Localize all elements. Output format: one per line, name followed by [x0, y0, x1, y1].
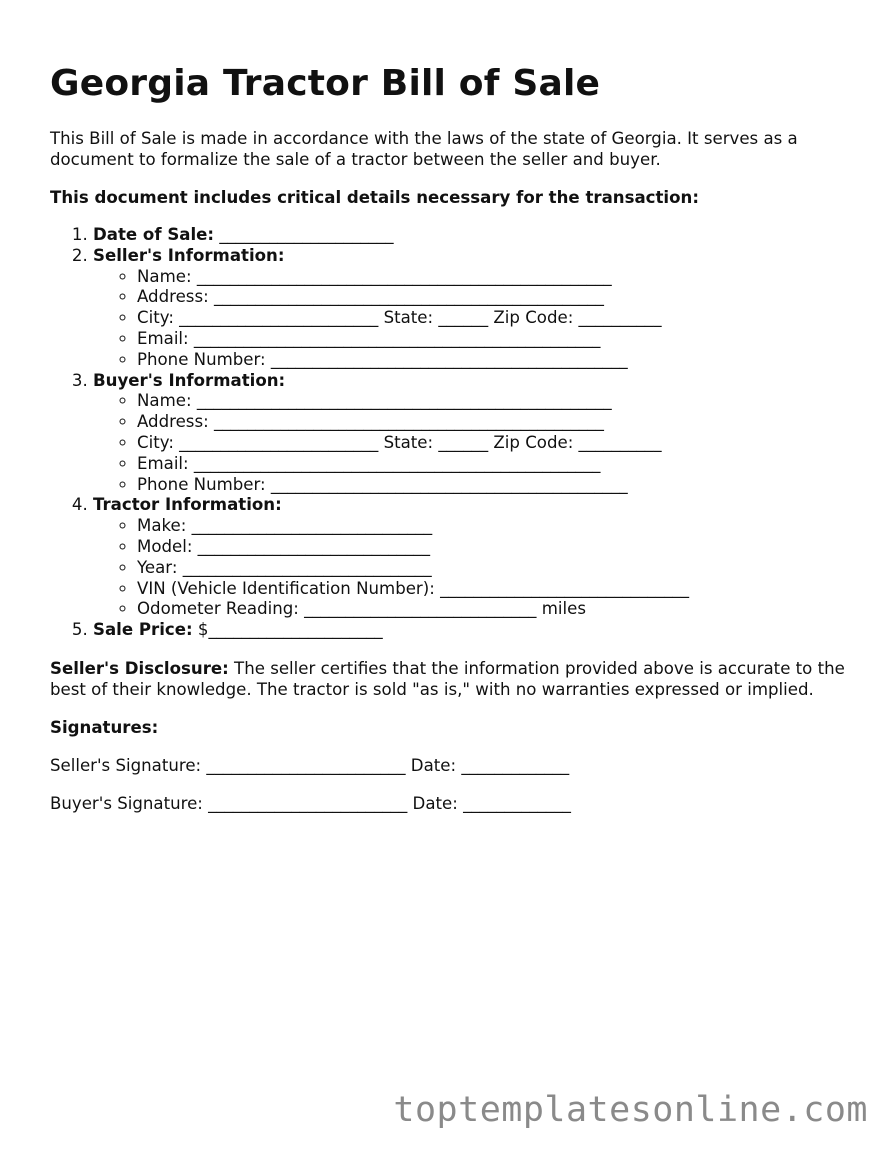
- list-item-buyer-information: [93, 371, 850, 496]
- tractor-make-field: ◦ Make: _____________________________: [137, 516, 850, 537]
- details-list: [50, 225, 850, 641]
- seller-city-state-zip-field: ◦ City: ________________________ State: ______ Zip Code: __________: [137, 308, 850, 329]
- tractor-year-field: ◦ Year: ______________________________: [137, 558, 850, 579]
- buyer-phone-field: ◦ Phone Number: ___________________________________________: [137, 475, 850, 496]
- seller-phone-field: ◦ Phone Number: ___________________________________________: [137, 350, 850, 371]
- disclosure-label: Seller's Disclosure:: [50, 658, 229, 678]
- tractor-information-label: Tractor Information:: [93, 495, 282, 515]
- list-item-tractor-information: [93, 495, 850, 620]
- includes-heading: This document includes critical details necessary for the transaction:: [50, 188, 699, 207]
- signatures-heading: Signatures:: [50, 717, 159, 737]
- page-title: Georgia Tractor Bill of Sale: [50, 63, 601, 104]
- buyer-address-field: ◦ Address: _______________________________________________: [137, 412, 850, 433]
- tractor-vin-field: ◦ VIN (Vehicle Identification Number): ______________________________: [137, 579, 850, 600]
- date-of-sale-label: Date of Sale:: [93, 225, 215, 244]
- buyer-information-label: Buyer's Information:: [93, 370, 286, 390]
- watermark: toptemplatesonline.com: [393, 1090, 868, 1130]
- list-item-seller-information: [93, 246, 850, 371]
- seller-information-label: Seller's Information:: [93, 245, 285, 265]
- sale-price-blank: $_____________________: [192, 620, 383, 640]
- tractor-odometer-field: ◦ Odometer Reading: ____________________________ miles: [137, 599, 850, 620]
- buyer-name-field: ◦ Name: __________________________________________________: [137, 391, 850, 412]
- buyer-signature-line: Buyer's Signature: ________________________ Date: _____________: [50, 793, 571, 813]
- seller-email-field: ◦ Email: _________________________________________________: [137, 329, 850, 350]
- buyer-email-field: ◦ Email: _________________________________________________: [137, 454, 850, 475]
- buyer-city-state-zip-field: ◦ City: ________________________ State: ______ Zip Code: __________: [137, 433, 850, 454]
- tractor-fields: [93, 516, 850, 620]
- seller-address-field: ◦ Address: _______________________________________________: [137, 287, 850, 308]
- seller-signature-line: Seller's Signature: ________________________ Date: _____________: [50, 755, 570, 775]
- sale-price-label: Sale Price:: [93, 620, 193, 640]
- tractor-model-field: ◦ Model: ____________________________: [137, 537, 850, 558]
- seller-name-field: ◦ Name: __________________________________________________: [137, 267, 850, 288]
- date-of-sale-blank: _____________________: [214, 225, 394, 244]
- seller-fields: [93, 267, 850, 371]
- list-item-date-of-sale: [93, 225, 850, 246]
- list-item-sale-price: [93, 620, 850, 641]
- seller-disclosure: [50, 658, 850, 700]
- disclosure-text: The seller certifies that the information provided above is accurate to the best of their knowledge. The tractor is sold "as is," with no warranties expressed or implied.: [50, 658, 845, 699]
- document-page: [50, 56, 850, 814]
- buyer-fields: [93, 391, 850, 495]
- intro-paragraph: This Bill of Sale is made in accordance with the laws of the state of Georgia. It serves as a document to formalize the sale of a tractor between the seller and buyer.: [50, 129, 798, 169]
